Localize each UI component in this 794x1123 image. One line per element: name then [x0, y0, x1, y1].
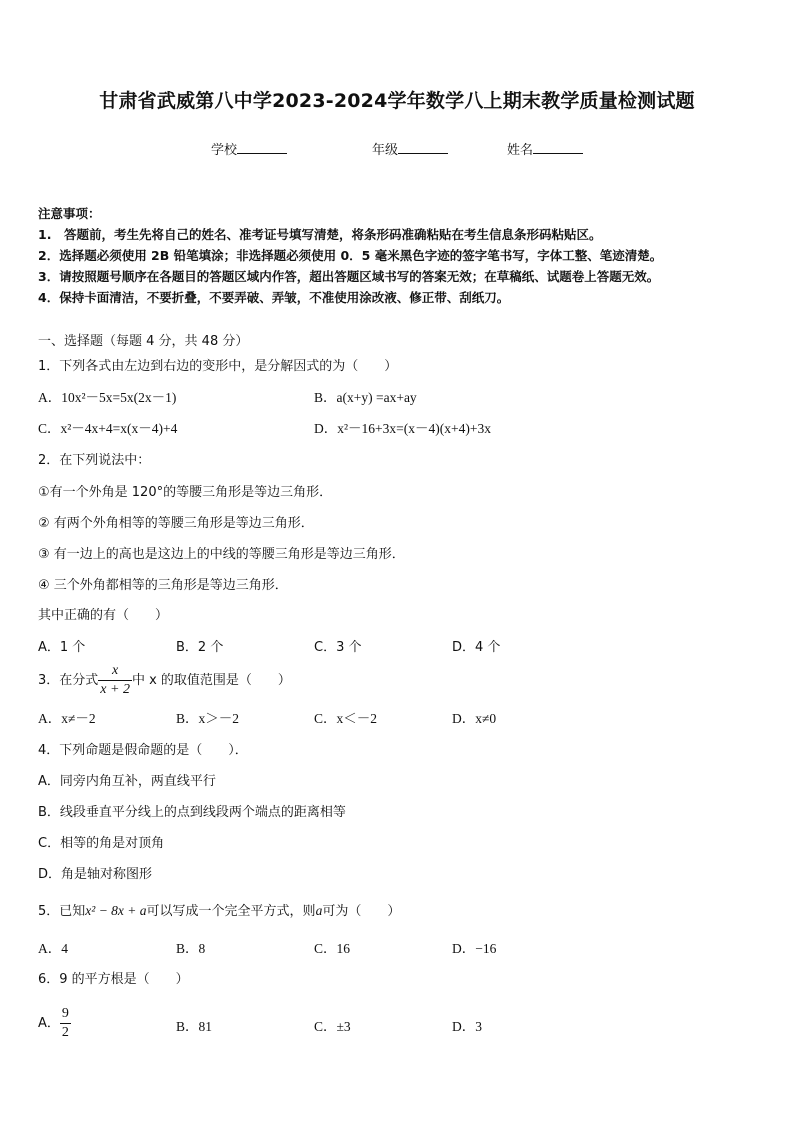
school-blank	[237, 141, 287, 154]
q5-expression: x² − 8x + a	[85, 903, 147, 918]
q3-stem-prefix: 3．在分式	[38, 673, 99, 688]
q6-option-d: D．3	[452, 1019, 482, 1034]
q2-option-c: C．3 个	[314, 640, 362, 655]
school-label: 学校	[211, 143, 238, 158]
q4-option-c: C．相等的角是对顶角	[38, 836, 165, 851]
notice-item-4: 4．保持卡面清洁，不要折叠，不要弄破、弄皱，不准使用涂改液、修正带、刮纸刀。	[38, 290, 510, 305]
q5-option-a: A．4	[38, 941, 68, 956]
notice-heading: 注意事项：	[38, 206, 101, 221]
q2-option-d: D．4 个	[452, 640, 501, 655]
section-heading: 一、选择题（每题 4 分，共 48 分）	[38, 334, 249, 349]
q3-option-b: B．x＞－2	[176, 711, 240, 726]
q3-fraction-denominator: x + 2	[100, 682, 130, 697]
q4-option-d: D．角是轴对称图形	[38, 867, 153, 882]
q2-stem: 2．在下列说法中：	[38, 453, 151, 468]
notice-item-2: 2．选择题必须使用 2B 铅笔填涂；非选择题必须使用 0．5 毫米黑色字迹的签字笔书写，字体工整、笔迹清楚。	[38, 248, 663, 263]
q3-fraction-numerator: x	[112, 663, 119, 678]
name-blank	[533, 141, 583, 154]
q6-option-b: B．81	[176, 1019, 213, 1034]
q2-statement-4: ④ 三个外角都相等的三角形是等边三角形．	[38, 578, 288, 593]
q2-statement-2: ② 有两个外角相等的等腰三角形是等边三角形．	[38, 516, 314, 531]
q3-stem	[38, 662, 291, 699]
q6-fraction-numerator: 9	[61, 1006, 69, 1021]
q5-option-c: C．16	[314, 941, 351, 956]
q5-option-d: D．−16	[452, 941, 497, 956]
q4-option-a: A．同旁内角互补，两直线平行	[38, 774, 216, 789]
q5-stem-suffix: 可为（ ）	[322, 904, 401, 919]
q5-stem	[38, 900, 400, 919]
q6-option-a-label: A．	[38, 1016, 60, 1031]
notice-item-1: 1. 答题前，考生先将自己的姓名、准考证号填写清楚，将条形码准确粘贴在考生信息条形码粘贴区。	[38, 227, 602, 242]
q3-option-d: D．x≠0	[452, 711, 497, 726]
q6-option-a	[38, 1005, 71, 1042]
name-field	[507, 139, 583, 158]
q1-stem: 1．下列各式由左边到右边的变形中，是分解因式的为（ ）	[38, 359, 398, 374]
q3-option-c: C．x＜－2	[314, 711, 378, 726]
q1-option-c: C．x²－4x+4=x(x－4)+4	[38, 421, 178, 436]
notice-item-3: 3．请按照题号顺序在各题目的答题区域内作答，超出答题区域书写的答案无效；在草稿纸、试题卷上答题无效。	[38, 269, 660, 284]
grade-blank	[398, 141, 448, 154]
q5-stem-prefix: 5．已知	[38, 904, 86, 919]
q2-statement-3: ③ 有一边上的高也是这边上的中线的等腰三角形是等边三角形．	[38, 547, 405, 562]
q3-stem-suffix: 中 x 的取值范围是（ ）	[131, 673, 291, 688]
name-label: 姓名	[507, 143, 534, 158]
q2-option-b: B．2 个	[176, 640, 224, 655]
q2-question: 其中正确的有（ ）	[38, 608, 169, 623]
q2-option-a: A．1 个	[38, 640, 86, 655]
q3-fraction	[98, 662, 132, 699]
grade-field	[372, 139, 448, 158]
q5-option-b: B．8	[176, 941, 206, 956]
q1-option-b: B．a(x+y) =ax+ay	[314, 390, 417, 405]
q6-stem: 6．9 的平方根是（ ）	[38, 972, 189, 987]
q1-option-a: A．10x²－5x=5x(2x－1)	[38, 390, 177, 405]
grade-label: 年级	[372, 143, 399, 158]
school-field	[211, 139, 287, 158]
q6-option-a-fraction	[60, 1005, 71, 1042]
q3-option-a: A．x≠－2	[38, 711, 96, 726]
q5-variable: a	[315, 903, 323, 918]
page-title: 甘肃省武威第八中学2023-2024学年数学八上期末教学质量检测试题	[99, 90, 695, 112]
q6-fraction-denominator: 2	[61, 1025, 69, 1040]
q1-option-d: D．x²－16+3x=(x－4)(x+4)+3x	[314, 421, 491, 436]
q6-option-c: C．±3	[314, 1019, 351, 1034]
q2-statement-1: ①有一个外角是 120°的等腰三角形是等边三角形．	[38, 485, 333, 500]
q5-stem-middle: 可以写成一个完全平方式，则	[146, 904, 316, 919]
q4-option-b: B．线段垂直平分线上的点到线段两个端点的距离相等	[38, 805, 346, 820]
q4-stem: 4．下列命题是假命题的是（ ）．	[38, 743, 248, 758]
